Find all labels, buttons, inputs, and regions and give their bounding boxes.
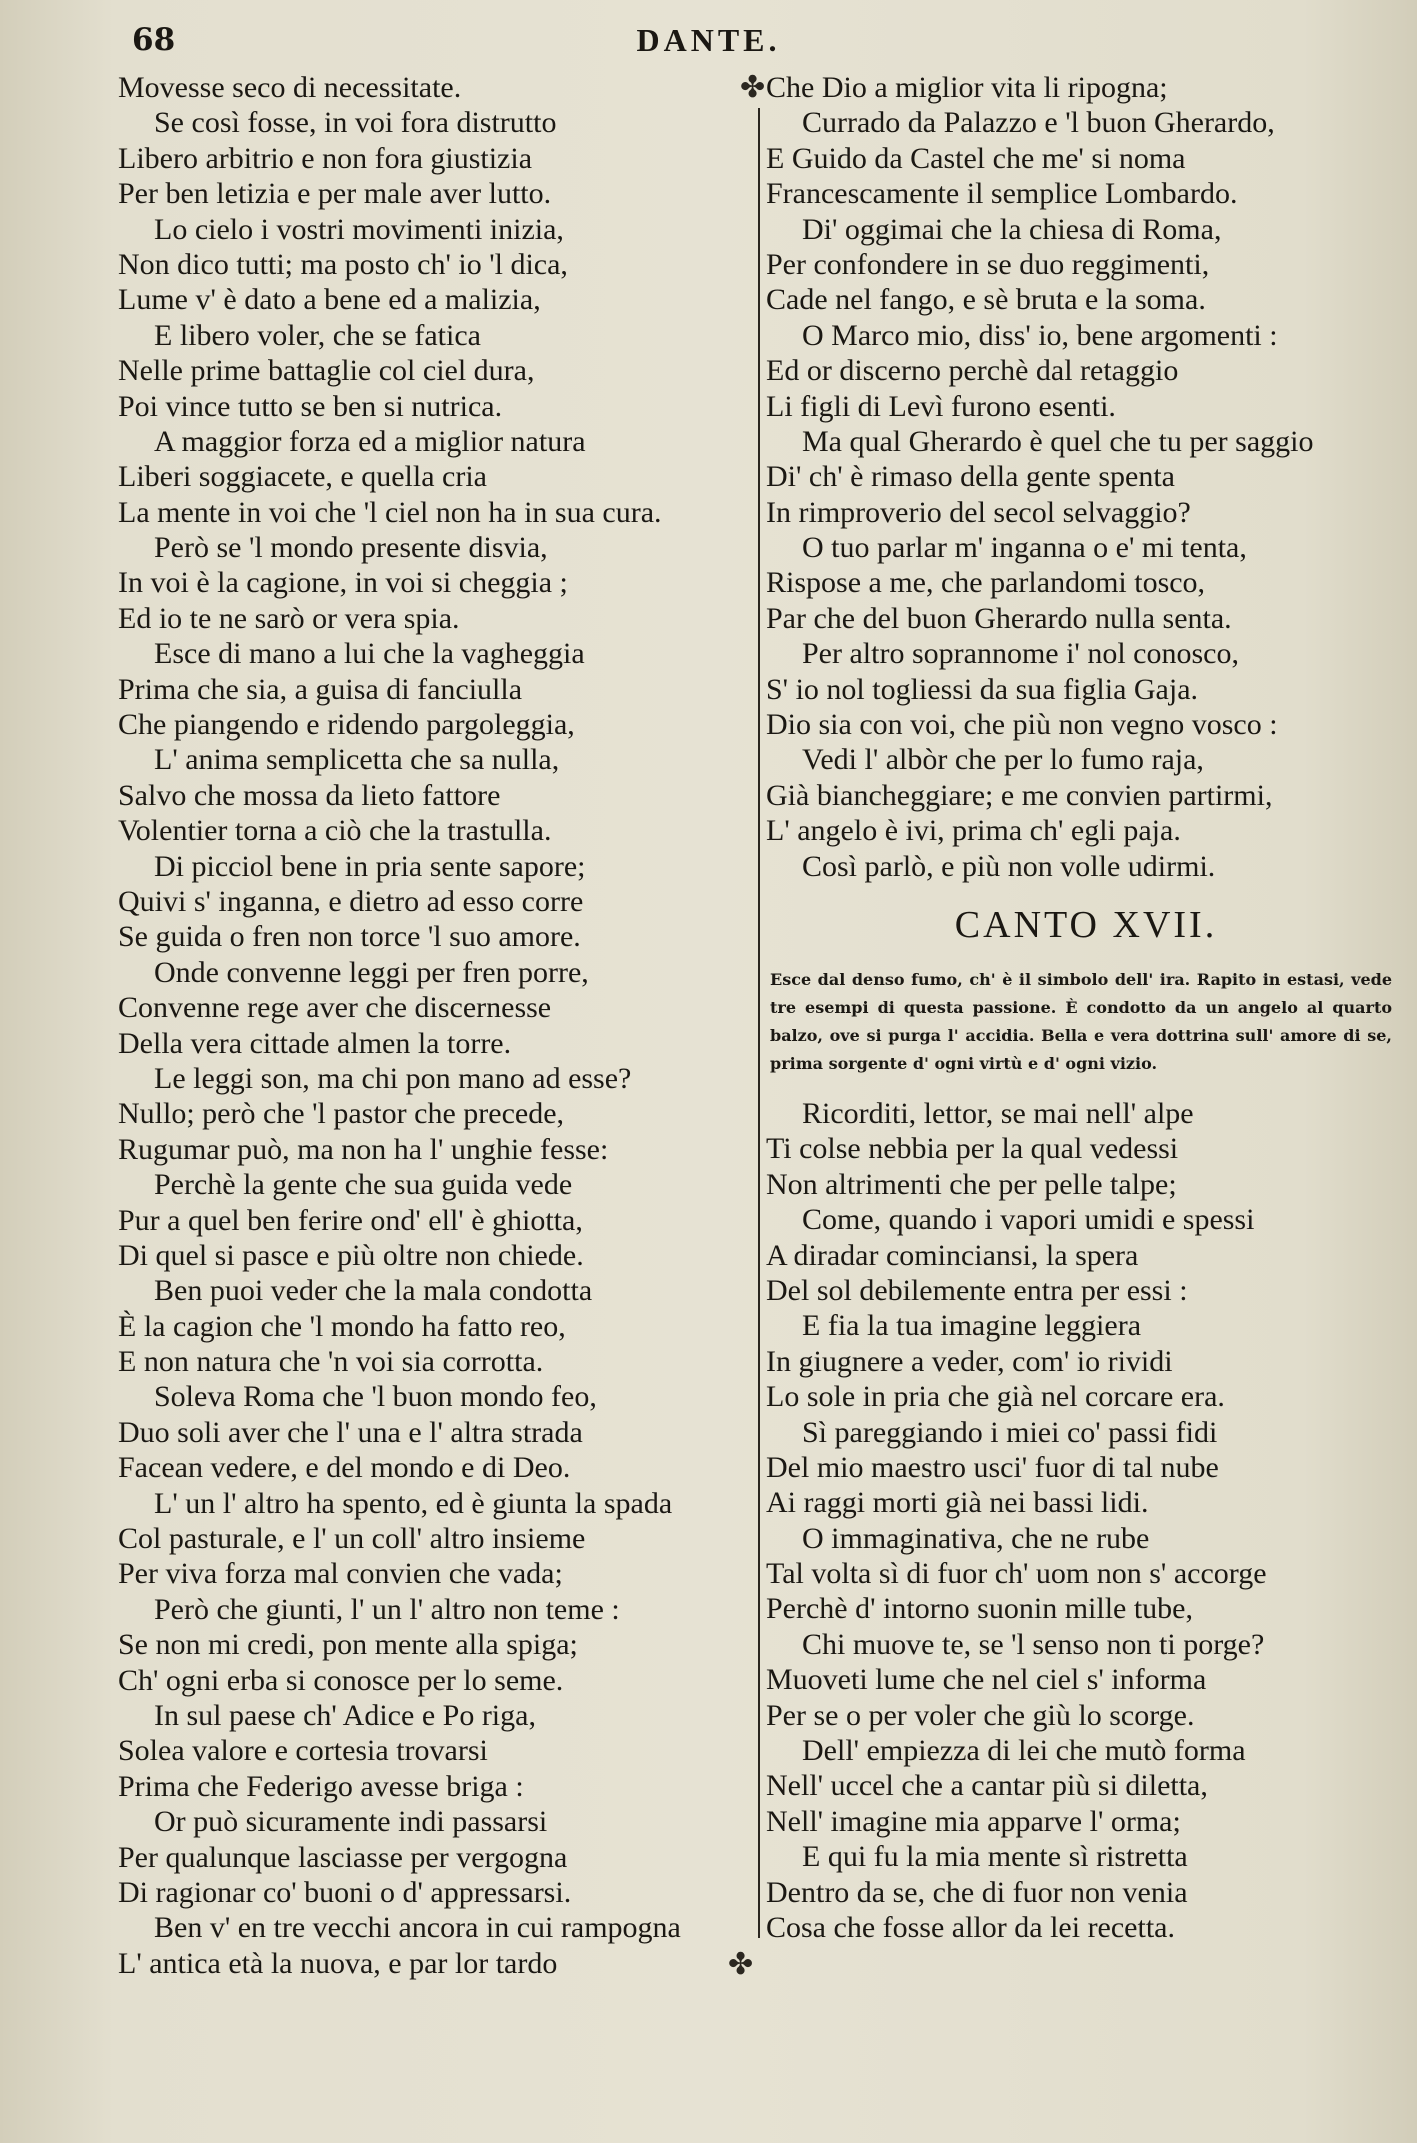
verse-line: Che piangendo e ridendo pargoleggia, xyxy=(118,708,575,742)
verse-line: Col pasturale, e l' un coll' altro insieme xyxy=(118,1522,586,1556)
verse-line: Volentier torna a ciò che la trastulla. xyxy=(118,814,552,848)
verse-line: Per se o per voler che giù lo scorge. xyxy=(766,1698,1195,1732)
running-head: DANTE. xyxy=(636,22,781,58)
verse-line: Li figli di Levì furono esenti. xyxy=(766,389,1116,423)
column-divider xyxy=(758,108,760,1938)
verse-line: Per confondere in se duo reggimenti, xyxy=(766,247,1210,281)
verse-line: Currado da Palazzo e 'l buon Gherardo, xyxy=(802,106,1275,140)
verse-line: Chi muove te, se 'l senso non ti porge? xyxy=(802,1627,1265,1661)
fleuron-ornament-bottom: ✤ xyxy=(728,1947,754,1982)
verse-line: Onde convenne leggi per fren porre, xyxy=(154,955,589,989)
verse-line: Esce di mano a lui che la vagheggia xyxy=(154,637,585,671)
verse-line: E non natura che 'n voi sia corrotta. xyxy=(118,1345,544,1379)
verse-line: S' io nol togliessi da sua figlia Gaja. xyxy=(766,672,1199,706)
verse-line: Francescamente il semplice Lombardo. xyxy=(766,177,1238,211)
verse-line: Ma qual Gherardo è quel che tu per saggio xyxy=(802,424,1314,458)
verse-line: Ti colse nebbia per la qual vedessi xyxy=(766,1132,1179,1166)
verse-line: L' antica età la nuova, e par lor tardo xyxy=(118,1946,558,1980)
verse-line: Nelle prime battaglie col ciel dura, xyxy=(118,354,535,388)
verse-line: Dell' empiezza di lei che mutò forma xyxy=(802,1734,1246,1768)
verse-line: Pur a quel ben ferire ond' ell' è ghiotta, xyxy=(118,1203,583,1237)
verse-line: Per altro soprannome i' nol conosco, xyxy=(802,637,1239,671)
verse-line: Per viva forza mal convien che vada; xyxy=(118,1557,563,1591)
verse-line: Ben v' en tre vecchi ancora in cui rampogna xyxy=(154,1911,681,1945)
verse-line: Par che del buon Gherardo nulla senta. xyxy=(766,601,1232,635)
verse-line: Salvo che mossa da lieto fattore xyxy=(118,778,501,812)
verse-line: E fia la tua imagine leggiera xyxy=(802,1309,1142,1343)
verse-line: In voi è la cagione, in voi si cheggia ; xyxy=(118,566,568,600)
verse-line: Della vera cittade almen la torre. xyxy=(118,1026,512,1060)
right-column xyxy=(766,70,1406,1945)
verse-line: In rimproverio del secol selvaggio? xyxy=(766,495,1191,529)
left-column xyxy=(118,70,758,1981)
canto-summary: Esce dal denso fumo, ch' è il simbolo dell' ira. Rapito in estasi, vede tre esempi di questa passione. È condotto da un angelo al quarto balzo, ove si purga l' accidia. Bella e vera dottrina sull' amore di se, prima sorgente d' ogni virtù e d' ogni vizio. xyxy=(770,969,1392,1073)
verse-line: Ed or discerno perchè dal retaggio xyxy=(766,354,1179,388)
verse-line: Ben puoi veder che la mala condotta xyxy=(154,1274,593,1308)
verse-line: O immaginativa, che ne rube xyxy=(802,1521,1150,1555)
verse-line: Movesse seco di necessitate. xyxy=(118,71,462,104)
verse-line: Di picciol bene in pria sente sapore; xyxy=(154,849,586,883)
verse-line: Già biancheggiare; e me convien partirmi, xyxy=(766,778,1273,812)
verse-line: Di quel si pasce e più oltre non chiede. xyxy=(118,1238,584,1272)
verse-line: Convenne rege aver che discernesse xyxy=(118,991,552,1025)
verse-line: Facean vedere, e del mondo e di Deo. xyxy=(118,1451,571,1485)
verse-line: In sul paese ch' Adice e Po riga, xyxy=(154,1698,536,1732)
verse-line: Nullo; però che 'l pastor che precede, xyxy=(118,1097,565,1131)
verse-line: Ai raggi morti già nei bassi lidi. xyxy=(766,1486,1149,1520)
verse-line: Quivi s' inganna, e dietro ad esso corre xyxy=(118,884,584,918)
verse-block-canto-xvi-end xyxy=(766,70,1406,884)
verse-line: Duo soli aver che l' una e l' altra strada xyxy=(118,1415,583,1449)
verse-line: E libero voler, che se fatica xyxy=(154,318,481,352)
verse-line: Del sol debilemente entra per essi : xyxy=(766,1273,1188,1307)
verse-line: Dio sia con voi, che più non vegno vosco : xyxy=(766,708,1278,742)
verse-line: O tuo parlar m' inganna o e' mi tenta, xyxy=(802,531,1247,565)
verse-line: L' un l' altro ha spento, ed è giunta la spada xyxy=(154,1486,673,1520)
verse-line: Rispose a me, che parlandomi tosco, xyxy=(766,566,1206,600)
verse-line: Non dico tutti; ma posto ch' io 'l dica, xyxy=(118,247,568,281)
verse-line: Per ben letizia e per male aver lutto. xyxy=(118,177,552,211)
verse-line: Soleva Roma che 'l buon mondo feo, xyxy=(154,1380,597,1414)
verse-line: Dentro da se, che di fuor non venia xyxy=(766,1875,1188,1909)
verse-line: Del mio maestro usci' fuor di tal nube xyxy=(766,1450,1219,1484)
verse-line: Di' oggimai che la chiesa di Roma, xyxy=(802,212,1222,246)
verse-line: Per qualunque lasciasse per vergogna xyxy=(118,1840,568,1874)
verse-line: Ricorditi, lettor, se mai nell' alpe xyxy=(802,1096,1194,1130)
verse-line: Le leggi son, ma chi pon mano ad esse? xyxy=(154,1061,632,1095)
verse-line: A maggior forza ed a miglior natura xyxy=(154,424,586,458)
verse-line: La mente in voi che 'l ciel non ha in sua cura. xyxy=(118,495,662,529)
verse-line: Prima che Federigo avesse briga : xyxy=(118,1769,524,1803)
verse-line: Rugumar può, ma non ha l' unghie fesse: xyxy=(118,1132,609,1166)
verse-line: È la cagion che 'l mondo ha fatto reo, xyxy=(118,1309,566,1343)
fleuron-ornament-top: ✤ xyxy=(740,70,766,105)
verse-line: Nell' uccel che a cantar più si diletta, xyxy=(766,1769,1208,1803)
verse-line: Non altrimenti che per pelle talpe; xyxy=(766,1167,1177,1201)
verse-line: Perchè la gente che sua guida vede xyxy=(154,1168,573,1202)
verse-line: Lo sole in pria che già nel corcare era. xyxy=(766,1380,1225,1414)
verse-line: In giugnere a veder, com' io rividi xyxy=(766,1344,1173,1378)
page-header xyxy=(0,22,1417,66)
verse-line: Cade nel fango, e sè bruta e la soma. xyxy=(766,283,1206,317)
verse-line: Che Dio a miglior vita li ripogna; xyxy=(766,71,1168,104)
verse-line: Se guida o fren non torce 'l suo amore. xyxy=(118,920,581,954)
verse-line: Così parlò, e più non volle udirmi. xyxy=(802,849,1216,883)
verse-line: Tal volta sì di fuor ch' uom non s' accorge xyxy=(766,1557,1267,1591)
verse-block-canto-xvii xyxy=(766,1096,1406,1945)
verse-line: Però che giunti, l' un l' altro non teme : xyxy=(154,1592,620,1626)
verse-line: Ch' ogni erba si conosce per lo seme. xyxy=(118,1663,564,1697)
verse-line: Ed io te ne sarò or vera spia. xyxy=(118,601,460,635)
verse-line: A diradar cominciansi, la spera xyxy=(766,1238,1139,1272)
verse-line: Lo cielo i vostri movimenti inizia, xyxy=(154,212,564,246)
canto-title: CANTO XVII. xyxy=(954,903,1218,946)
verse-line: Solea valore e cortesia trovarsi xyxy=(118,1734,488,1768)
verse-line: E qui fu la mia mente sì ristretta xyxy=(802,1840,1188,1874)
verse-line: Liberi soggiacete, e quella cria xyxy=(118,460,487,494)
verse-line: Muoveti lume che nel ciel s' informa xyxy=(766,1663,1207,1697)
verse-line: E Guido da Castel che me' si noma xyxy=(766,141,1186,175)
verse-line: Perchè d' intorno suonin mille tube, xyxy=(766,1592,1194,1626)
verse-line: O Marco mio, diss' io, bene argomenti : xyxy=(802,318,1278,352)
verse-line: Vedi l' albòr che per lo fumo raja, xyxy=(802,743,1204,777)
verse-line: Però se 'l mondo presente disvia, xyxy=(154,531,548,565)
verse-line: Sì pareggiando i miei co' passi fidi xyxy=(802,1415,1218,1449)
page-number: 68 xyxy=(132,22,176,58)
verse-line: Lume v' è dato a bene ed a malizia, xyxy=(118,283,541,317)
verse-line: Se non mi credi, pon mente alla spiga; xyxy=(118,1628,578,1662)
verse-line: Di ragionar co' buoni o d' appressarsi. xyxy=(118,1875,572,1909)
verse-line: L' angelo è ivi, prima ch' egli paja. xyxy=(766,814,1181,848)
verse-line: Cosa che fosse allor da lei recetta. xyxy=(766,1910,1175,1944)
verse-line: Or può sicuramente indi passarsi xyxy=(154,1805,548,1839)
verse-line: Di' ch' è rimaso della gente spenta xyxy=(766,460,1175,494)
verse-line: L' anima semplicetta che sa nulla, xyxy=(154,743,560,777)
verse-line: Libero arbitrio e non fora giustizia xyxy=(118,141,533,175)
verse-line: Se così fosse, in voi fora distrutto xyxy=(154,106,557,140)
verse-line: Prima che sia, a guisa di fanciulla xyxy=(118,672,523,706)
verse-line: Nell' imagine mia apparve l' orma; xyxy=(766,1804,1181,1838)
verse-line: Poi vince tutto se ben si nutrica. xyxy=(118,389,503,423)
verse-line: Come, quando i vapori umidi e spessi xyxy=(802,1203,1255,1237)
